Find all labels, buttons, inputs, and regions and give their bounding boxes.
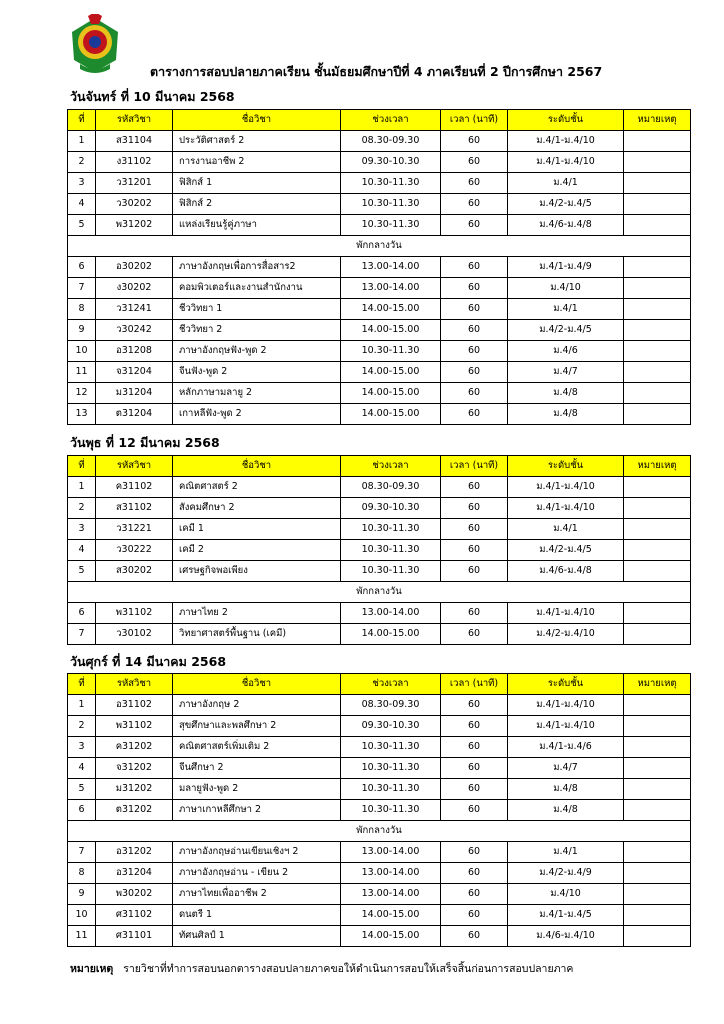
remark <box>624 341 691 362</box>
row-number: 10 <box>68 905 96 926</box>
table-row <box>68 519 691 540</box>
time-slot: 09.30-10.30 <box>341 498 441 519</box>
time-slot: 09.30-10.30 <box>341 152 441 173</box>
header-level: ระดับชั้น <box>508 674 624 695</box>
duration-minutes: 60 <box>441 278 508 299</box>
duration-minutes: 60 <box>441 695 508 716</box>
duration-minutes: 60 <box>441 561 508 582</box>
course-code: อ30202 <box>96 257 173 278</box>
duration-minutes: 60 <box>441 498 508 519</box>
duration-minutes: 60 <box>441 215 508 236</box>
time-slot: 08.30-09.30 <box>341 477 441 498</box>
row-number: 6 <box>68 603 96 624</box>
remark <box>624 477 691 498</box>
remark <box>624 194 691 215</box>
time-slot: 10.30-11.30 <box>341 540 441 561</box>
course-name: ฟิสิกส์ 2 <box>173 194 341 215</box>
header-time: ช่วงเวลา <box>341 456 441 477</box>
time-slot: 10.30-11.30 <box>341 758 441 779</box>
remark <box>624 173 691 194</box>
table-row <box>68 842 691 863</box>
schedule-table-wednesday <box>67 455 691 645</box>
header-remark: หมายเหตุ <box>624 110 691 131</box>
duration-minutes: 60 <box>441 362 508 383</box>
course-name: ทัศนศิลป์ 1 <box>173 926 341 947</box>
row-number: 13 <box>68 404 96 425</box>
remark <box>624 519 691 540</box>
duration-minutes: 60 <box>441 926 508 947</box>
lunch-break-label: พักกลางวัน <box>68 821 691 842</box>
lunch-break-row <box>68 236 691 257</box>
course-name: ภาษาอังกฤษ 2 <box>173 695 341 716</box>
remark <box>624 695 691 716</box>
table-row <box>68 278 691 299</box>
course-code: ว31221 <box>96 519 173 540</box>
header-code: รหัสวิชา <box>96 456 173 477</box>
grade-level: ม.4/6 <box>508 341 624 362</box>
row-number: 10 <box>68 341 96 362</box>
time-slot: 14.00-15.00 <box>341 362 441 383</box>
course-code: อ31102 <box>96 695 173 716</box>
grade-level: ม.4/1 <box>508 842 624 863</box>
duration-minutes: 60 <box>441 737 508 758</box>
grade-level: ม.4/2-ม.4/9 <box>508 863 624 884</box>
row-number: 4 <box>68 758 96 779</box>
time-slot: 14.00-15.00 <box>341 299 441 320</box>
time-slot: 10.30-11.30 <box>341 737 441 758</box>
course-code: จ31204 <box>96 362 173 383</box>
grade-level: ม.4/1-ม.4/10 <box>508 498 624 519</box>
grade-level: ม.4/8 <box>508 404 624 425</box>
course-name: เคมี 1 <box>173 519 341 540</box>
duration-minutes: 60 <box>441 603 508 624</box>
grade-level: ม.4/7 <box>508 758 624 779</box>
row-number: 2 <box>68 152 96 173</box>
row-number: 9 <box>68 320 96 341</box>
duration-minutes: 60 <box>441 257 508 278</box>
header-name: ชื่อวิชา <box>173 110 341 131</box>
course-name: ประวัติศาสตร์ 2 <box>173 131 341 152</box>
grade-level: ม.4/1-ม.4/9 <box>508 257 624 278</box>
time-slot: 14.00-15.00 <box>341 926 441 947</box>
time-slot: 14.00-15.00 <box>341 905 441 926</box>
table-row <box>68 800 691 821</box>
lunch-break-row <box>68 821 691 842</box>
time-slot: 14.00-15.00 <box>341 320 441 341</box>
table-row <box>68 695 691 716</box>
header-minutes: เวลา (นาที) <box>441 674 508 695</box>
remark <box>624 624 691 645</box>
course-code: ว30242 <box>96 320 173 341</box>
course-code: พ30202 <box>96 884 173 905</box>
grade-level: ม.4/7 <box>508 362 624 383</box>
day-title-friday: วันศุกร์ ที่ 14 มีนาคม 2568 <box>70 654 227 669</box>
table-row <box>68 152 691 173</box>
time-slot: 13.00-14.00 <box>341 603 441 624</box>
time-slot: 14.00-15.00 <box>341 383 441 404</box>
course-code: ว30222 <box>96 540 173 561</box>
duration-minutes: 60 <box>441 758 508 779</box>
course-name: สุขศึกษาและพลศึกษา 2 <box>173 716 341 737</box>
grade-level: ม.4/2-ม.4/10 <box>508 624 624 645</box>
table-row <box>68 477 691 498</box>
header-no: ที่ <box>68 674 96 695</box>
header-no: ที่ <box>68 110 96 131</box>
header-level: ระดับชั้น <box>508 456 624 477</box>
duration-minutes: 60 <box>441 131 508 152</box>
duration-minutes: 60 <box>441 624 508 645</box>
row-number: 11 <box>68 362 96 383</box>
footnote-text: รายวิชาที่ทำการสอบนอกตารางสอบปลายภาคขอให้ดำเนินการสอบให้เสร็จสิ้นก่อนการสอบปลายภาค <box>123 963 574 975</box>
grade-level: ม.4/1-ม.4/10 <box>508 603 624 624</box>
course-name: เกาหลีฟัง-พูด 2 <box>173 404 341 425</box>
grade-level: ม.4/1 <box>508 173 624 194</box>
course-code: ค31202 <box>96 737 173 758</box>
time-slot: 10.30-11.30 <box>341 215 441 236</box>
grade-level: ม.4/6-ม.4/8 <box>508 215 624 236</box>
grade-level: ม.4/8 <box>508 779 624 800</box>
row-number: 4 <box>68 540 96 561</box>
remark <box>624 737 691 758</box>
course-code: อ31208 <box>96 341 173 362</box>
course-name: แหล่งเรียนรู้คู่ภาษา <box>173 215 341 236</box>
course-name: เศรษฐกิจพอเพียง <box>173 561 341 582</box>
duration-minutes: 60 <box>441 299 508 320</box>
time-slot: 10.30-11.30 <box>341 519 441 540</box>
header-name: ชื่อวิชา <box>173 674 341 695</box>
course-name: ภาษาไทย 2 <box>173 603 341 624</box>
grade-level: ม.4/10 <box>508 278 624 299</box>
table-row <box>68 299 691 320</box>
header-minutes: เวลา (นาที) <box>441 456 508 477</box>
row-number: 5 <box>68 561 96 582</box>
day-title-monday: วันจันทร์ ที่ 10 มีนาคม 2568 <box>70 89 235 104</box>
table-row <box>68 498 691 519</box>
table-row <box>68 624 691 645</box>
remark <box>624 779 691 800</box>
lunch-break-label: พักกลางวัน <box>68 582 691 603</box>
remark <box>624 299 691 320</box>
course-name: เคมี 2 <box>173 540 341 561</box>
grade-level: ม.4/1-ม.4/10 <box>508 477 624 498</box>
document-title: ตารางการสอบปลายภาคเรียน ชั้นมัธยมศึกษาปีที่ 4 ภาคเรียนที่ 2 ปีการศึกษา 2567 <box>150 64 603 79</box>
header-no: ที่ <box>68 456 96 477</box>
row-number: 8 <box>68 863 96 884</box>
course-name: ภาษาอังกฤษฟัง-พูด 2 <box>173 341 341 362</box>
course-name: ภาษาอังกฤษอ่าน - เขียน 2 <box>173 863 341 884</box>
table-row <box>68 540 691 561</box>
row-number: 2 <box>68 716 96 737</box>
remark <box>624 863 691 884</box>
remark <box>624 498 691 519</box>
header-remark: หมายเหตุ <box>624 456 691 477</box>
duration-minutes: 60 <box>441 152 508 173</box>
table-row <box>68 173 691 194</box>
time-slot: 10.30-11.30 <box>341 561 441 582</box>
time-slot: 10.30-11.30 <box>341 341 441 362</box>
lunch-break-label: พักกลางวัน <box>68 236 691 257</box>
duration-minutes: 60 <box>441 905 508 926</box>
header-time: ช่วงเวลา <box>341 674 441 695</box>
table-row <box>68 863 691 884</box>
course-code: ม31204 <box>96 383 173 404</box>
table-row <box>68 758 691 779</box>
row-number: 1 <box>68 695 96 716</box>
lunch-break-row <box>68 582 691 603</box>
course-code: อ31204 <box>96 863 173 884</box>
table-header-row <box>68 674 691 695</box>
course-code: ส30202 <box>96 561 173 582</box>
grade-level: ม.4/1-ม.4/10 <box>508 152 624 173</box>
duration-minutes: 60 <box>441 320 508 341</box>
row-number: 1 <box>68 477 96 498</box>
table-row <box>68 603 691 624</box>
header-name: ชื่อวิชา <box>173 456 341 477</box>
time-slot: 10.30-11.30 <box>341 173 441 194</box>
grade-level: ม.4/1-ม.4/10 <box>508 131 624 152</box>
remark <box>624 603 691 624</box>
course-code: ค31102 <box>96 477 173 498</box>
course-code: ว30202 <box>96 194 173 215</box>
course-name: ดนตรี 1 <box>173 905 341 926</box>
table-row <box>68 737 691 758</box>
course-code: พ31102 <box>96 716 173 737</box>
time-slot: 13.00-14.00 <box>341 257 441 278</box>
course-name: คณิตศาสตร์ 2 <box>173 477 341 498</box>
grade-level: ม.4/2-ม.4/5 <box>508 320 624 341</box>
time-slot: 13.00-14.00 <box>341 842 441 863</box>
row-number: 6 <box>68 800 96 821</box>
remark <box>624 800 691 821</box>
course-name: ภาษาไทยเพื่ออาชีพ 2 <box>173 884 341 905</box>
table-row <box>68 383 691 404</box>
course-name: คอมพิวเตอร์และงานสำนักงาน <box>173 278 341 299</box>
remark <box>624 215 691 236</box>
duration-minutes: 60 <box>441 477 508 498</box>
row-number: 1 <box>68 131 96 152</box>
remark <box>624 926 691 947</box>
table-row <box>68 926 691 947</box>
duration-minutes: 60 <box>441 716 508 737</box>
duration-minutes: 60 <box>441 173 508 194</box>
duration-minutes: 60 <box>441 519 508 540</box>
course-name: สังคมศึกษา 2 <box>173 498 341 519</box>
remark <box>624 716 691 737</box>
duration-minutes: 60 <box>441 341 508 362</box>
remark <box>624 362 691 383</box>
remark <box>624 278 691 299</box>
table-row <box>68 404 691 425</box>
table-row <box>68 905 691 926</box>
table-row <box>68 194 691 215</box>
remark <box>624 131 691 152</box>
header-code: รหัสวิชา <box>96 674 173 695</box>
grade-level: ม.4/6-ม.4/8 <box>508 561 624 582</box>
time-slot: 08.30-09.30 <box>341 131 441 152</box>
table-row <box>68 257 691 278</box>
course-code: พ31102 <box>96 603 173 624</box>
table-row <box>68 215 691 236</box>
course-code: ม31202 <box>96 779 173 800</box>
table-row <box>68 561 691 582</box>
row-number: 3 <box>68 737 96 758</box>
row-number: 8 <box>68 299 96 320</box>
remark <box>624 842 691 863</box>
header-remark: หมายเหตุ <box>624 674 691 695</box>
course-name: ภาษาเกาหลีศึกษา 2 <box>173 800 341 821</box>
course-name: ฟิสิกส์ 1 <box>173 173 341 194</box>
course-name: ภาษาอังกฤษเพื่อการสื่อสาร2 <box>173 257 341 278</box>
day-title-wednesday: วันพุธ ที่ 12 มีนาคม 2568 <box>70 435 220 450</box>
row-number: 11 <box>68 926 96 947</box>
course-name: ชีววิทยา 2 <box>173 320 341 341</box>
course-name: การงานอาชีพ 2 <box>173 152 341 173</box>
course-code: ศ31101 <box>96 926 173 947</box>
course-code: ต31202 <box>96 800 173 821</box>
grade-level: ม.4/6-ม.4/10 <box>508 926 624 947</box>
row-number: 7 <box>68 842 96 863</box>
row-number: 5 <box>68 779 96 800</box>
header-minutes: เวลา (นาที) <box>441 110 508 131</box>
course-code: ส31104 <box>96 131 173 152</box>
duration-minutes: 60 <box>441 194 508 215</box>
time-slot: 09.30-10.30 <box>341 716 441 737</box>
row-number: 5 <box>68 215 96 236</box>
course-code: อ31202 <box>96 842 173 863</box>
remark <box>624 320 691 341</box>
course-code: ว31201 <box>96 173 173 194</box>
remark <box>624 404 691 425</box>
footnote-label: หมายเหตุ <box>70 963 114 975</box>
table-header-row <box>68 110 691 131</box>
duration-minutes: 60 <box>441 884 508 905</box>
course-name: มลายูฟัง-พูด 2 <box>173 779 341 800</box>
table-row <box>68 716 691 737</box>
grade-level: ม.4/8 <box>508 800 624 821</box>
remark <box>624 257 691 278</box>
school-logo <box>66 14 124 76</box>
duration-minutes: 60 <box>441 842 508 863</box>
course-code: ว31241 <box>96 299 173 320</box>
duration-minutes: 60 <box>441 863 508 884</box>
time-slot: 10.30-11.30 <box>341 800 441 821</box>
row-number: 9 <box>68 884 96 905</box>
course-name: จีนฟัง-พูด 2 <box>173 362 341 383</box>
course-code: ต31204 <box>96 404 173 425</box>
course-name: ภาษาอังกฤษอ่านเขียนเชิงฯ 2 <box>173 842 341 863</box>
row-number: 4 <box>68 194 96 215</box>
course-name: คณิตศาสตร์เพิ่มเติม 2 <box>173 737 341 758</box>
table-row <box>68 320 691 341</box>
course-code: ว30102 <box>96 624 173 645</box>
course-code: พ31202 <box>96 215 173 236</box>
grade-level: ม.4/1 <box>508 519 624 540</box>
table-row <box>68 131 691 152</box>
row-number: 7 <box>68 278 96 299</box>
course-code: ง30202 <box>96 278 173 299</box>
grade-level: ม.4/1-ม.4/10 <box>508 716 624 737</box>
remark <box>624 884 691 905</box>
remark <box>624 758 691 779</box>
time-slot: 13.00-14.00 <box>341 884 441 905</box>
row-number: 2 <box>68 498 96 519</box>
row-number: 3 <box>68 173 96 194</box>
time-slot: 14.00-15.00 <box>341 404 441 425</box>
time-slot: 14.00-15.00 <box>341 624 441 645</box>
duration-minutes: 60 <box>441 404 508 425</box>
row-number: 3 <box>68 519 96 540</box>
grade-level: ม.4/1-ม.4/6 <box>508 737 624 758</box>
duration-minutes: 60 <box>441 800 508 821</box>
table-row <box>68 362 691 383</box>
remark <box>624 905 691 926</box>
time-slot: 10.30-11.30 <box>341 194 441 215</box>
duration-minutes: 60 <box>441 540 508 561</box>
row-number: 12 <box>68 383 96 404</box>
table-row <box>68 341 691 362</box>
course-code: ศ31102 <box>96 905 173 926</box>
course-code: ส31102 <box>96 498 173 519</box>
grade-level: ม.4/8 <box>508 383 624 404</box>
course-name: วิทยาศาสตร์พื้นฐาน (เคมี) <box>173 624 341 645</box>
grade-level: ม.4/2-ม.4/5 <box>508 194 624 215</box>
grade-level: ม.4/1 <box>508 299 624 320</box>
duration-minutes: 60 <box>441 779 508 800</box>
schedule-table-friday <box>67 673 691 947</box>
table-header-row <box>68 456 691 477</box>
row-number: 7 <box>68 624 96 645</box>
grade-level: ม.4/10 <box>508 884 624 905</box>
grade-level: ม.4/1-ม.4/10 <box>508 695 624 716</box>
course-code: ง31102 <box>96 152 173 173</box>
time-slot: 08.30-09.30 <box>341 695 441 716</box>
schedule-table-monday <box>67 109 691 425</box>
remark <box>624 152 691 173</box>
course-name: หลักภาษามลายู 2 <box>173 383 341 404</box>
header-code: รหัสวิชา <box>96 110 173 131</box>
course-code: จ31202 <box>96 758 173 779</box>
remark <box>624 561 691 582</box>
header-level: ระดับชั้น <box>508 110 624 131</box>
remark <box>624 383 691 404</box>
footnote <box>70 960 573 977</box>
course-name: ชีววิทยา 1 <box>173 299 341 320</box>
course-name: จีนศึกษา 2 <box>173 758 341 779</box>
time-slot: 10.30-11.30 <box>341 779 441 800</box>
header-time: ช่วงเวลา <box>341 110 441 131</box>
duration-minutes: 60 <box>441 383 508 404</box>
grade-level: ม.4/1-ม.4/5 <box>508 905 624 926</box>
time-slot: 13.00-14.00 <box>341 278 441 299</box>
remark <box>624 540 691 561</box>
time-slot: 13.00-14.00 <box>341 863 441 884</box>
grade-level: ม.4/2-ม.4/5 <box>508 540 624 561</box>
row-number: 6 <box>68 257 96 278</box>
table-row <box>68 779 691 800</box>
table-row <box>68 884 691 905</box>
